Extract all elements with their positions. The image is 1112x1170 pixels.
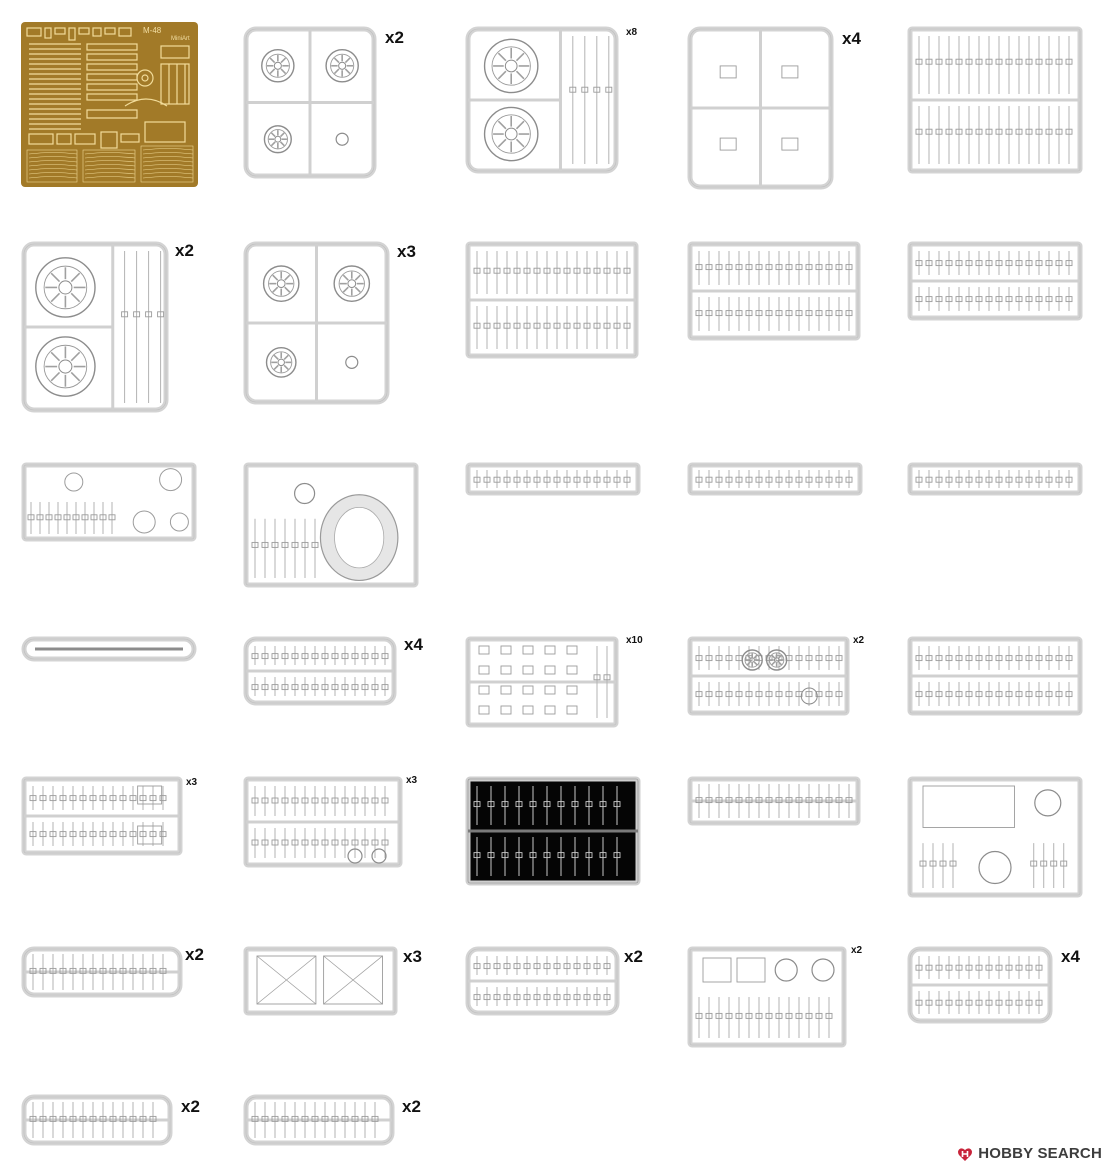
sprue-13 bbox=[465, 462, 641, 496]
sprue-3 bbox=[465, 26, 619, 174]
sprue-4 bbox=[687, 26, 834, 190]
sprue-26-quantity: x2 bbox=[185, 945, 204, 964]
sprue-22 bbox=[243, 776, 403, 868]
sprue-drawing bbox=[243, 26, 377, 179]
sprue-9 bbox=[687, 241, 861, 341]
sprue-30 bbox=[907, 946, 1053, 1024]
sprue-22-quantity: x3 bbox=[406, 775, 418, 786]
sprue-17 bbox=[243, 636, 397, 706]
sprue-6 bbox=[21, 241, 169, 413]
sprue-drawing bbox=[907, 241, 1083, 321]
sprue-drawing bbox=[687, 636, 850, 716]
sprue-24 bbox=[687, 776, 861, 826]
sprue-4-quantity: x4 bbox=[842, 29, 861, 48]
sprue-drawing bbox=[465, 462, 641, 496]
sprue-drawing bbox=[243, 776, 403, 868]
sprue-drawing bbox=[465, 26, 619, 174]
sprue-drawing bbox=[687, 26, 834, 190]
sprue-drawing bbox=[465, 636, 619, 728]
sprue-drawing bbox=[687, 946, 847, 1048]
photo-etch-model-label: M-48 bbox=[143, 26, 162, 35]
sprue-29-quantity: x2 bbox=[851, 945, 863, 956]
sprue-27-quantity: x3 bbox=[403, 947, 422, 966]
sprue-5 bbox=[907, 26, 1083, 174]
watermark-text: HOBBY SEARCH bbox=[978, 1145, 1102, 1162]
sprue-27 bbox=[243, 946, 398, 1016]
sprue-drawing bbox=[243, 462, 419, 588]
sprue-10 bbox=[907, 241, 1083, 321]
sprue-31-quantity: x2 bbox=[181, 1097, 200, 1116]
sprue-26 bbox=[21, 946, 183, 998]
sprue-7-quantity: x3 bbox=[397, 242, 416, 261]
sprue-2 bbox=[243, 26, 377, 179]
sprue-drawing bbox=[21, 776, 183, 856]
sprue-drawing bbox=[21, 241, 169, 413]
sprue-17-quantity: x4 bbox=[404, 635, 423, 654]
sprue-8 bbox=[465, 241, 639, 359]
sprue-32 bbox=[243, 1094, 395, 1146]
sprue-drawing bbox=[687, 462, 863, 496]
sprue-drawing bbox=[21, 462, 197, 542]
sprue-23 bbox=[465, 776, 641, 886]
sprue-28-quantity: x2 bbox=[624, 947, 643, 966]
sprue-drawing bbox=[21, 1094, 173, 1146]
sprue-31 bbox=[21, 1094, 173, 1146]
photo-etch-parts-drawing bbox=[21, 22, 198, 187]
sprue-drawing bbox=[243, 636, 397, 706]
sprue-14 bbox=[687, 462, 863, 496]
sprue-2-quantity: x2 bbox=[385, 28, 404, 47]
sprue-11 bbox=[21, 462, 197, 542]
sprue-drawing bbox=[243, 1094, 395, 1146]
sprue-18-quantity: x10 bbox=[626, 635, 643, 646]
sprue-drawing bbox=[465, 776, 641, 886]
sprue-21-quantity: x3 bbox=[186, 777, 198, 788]
sprue-drawing bbox=[465, 946, 620, 1016]
hobby-search-logo-icon bbox=[957, 1146, 973, 1162]
sprue-drawing bbox=[243, 946, 398, 1016]
sprue-drawing bbox=[907, 462, 1083, 496]
sprue-drawing bbox=[21, 636, 197, 662]
sprue-18 bbox=[465, 636, 619, 728]
sprue-7 bbox=[243, 241, 390, 405]
sprue-drawing bbox=[687, 776, 861, 826]
sprue-30-quantity: x4 bbox=[1061, 947, 1080, 966]
sprue-drawing bbox=[687, 241, 861, 341]
hobby-search-watermark bbox=[957, 1145, 1102, 1162]
sprue-25 bbox=[907, 776, 1083, 898]
sprue-19 bbox=[687, 636, 850, 716]
sprue-drawing bbox=[907, 26, 1083, 174]
sprue-28 bbox=[465, 946, 620, 1016]
sprue-drawing bbox=[243, 241, 390, 405]
sprue-6-quantity: x2 bbox=[175, 241, 194, 260]
photo-etch-fret bbox=[21, 22, 198, 187]
sprue-drawing bbox=[907, 776, 1083, 898]
sprue-12 bbox=[243, 462, 419, 588]
sprue-3-quantity: x8 bbox=[626, 27, 638, 38]
sprue-15 bbox=[907, 462, 1083, 496]
sprue-drawing bbox=[21, 946, 183, 998]
photo-etch-brand-label: MiniArt bbox=[171, 36, 190, 42]
sprue-29 bbox=[687, 946, 847, 1048]
sprue-drawing bbox=[907, 636, 1083, 716]
sprue-32-quantity: x2 bbox=[402, 1097, 421, 1116]
sprue-drawing bbox=[907, 946, 1053, 1024]
sprue-19-quantity: x2 bbox=[853, 635, 865, 646]
sprue-16 bbox=[21, 636, 197, 662]
sprue-21 bbox=[21, 776, 183, 856]
sprue-20 bbox=[907, 636, 1083, 716]
sprue-drawing bbox=[465, 241, 639, 359]
